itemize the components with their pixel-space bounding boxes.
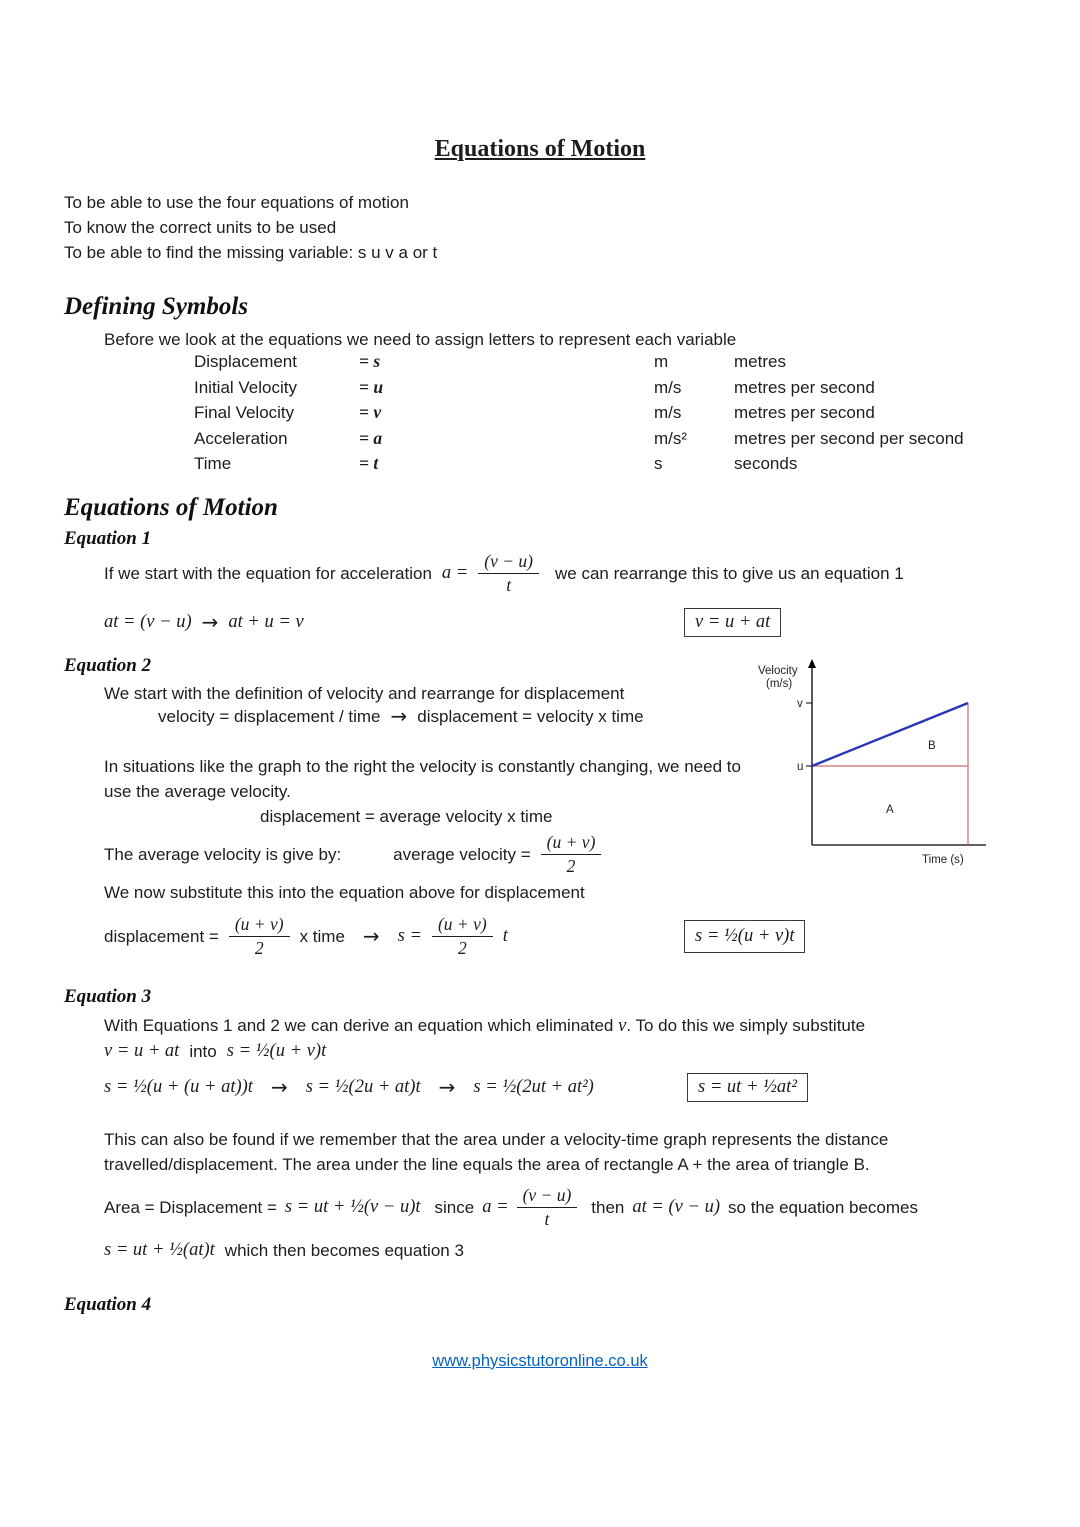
symbol-unit: m/s² [654, 428, 688, 448]
region-a-label: A [886, 804, 894, 816]
equation1-intro-row [104, 549, 904, 597]
objective-line: To be able to find the missing variable: s u v a or t [64, 243, 438, 262]
equation3-step1: s = ½(u + (u + at))t [104, 1076, 253, 1097]
v-variable: v [618, 1016, 627, 1036]
arrow-right-icon: → [201, 610, 219, 634]
denominator: t [506, 574, 512, 595]
x-time-label: x time [299, 926, 345, 946]
equation1-result-box: v = u + at [684, 608, 781, 637]
average-velocity-label: average velocity = [393, 844, 531, 864]
objective-line: To be able to use the four equations of motion [64, 193, 409, 212]
region-b-label: B [928, 740, 936, 752]
equation2-line2 [158, 704, 644, 729]
symbol-unit-name: metres per second [734, 377, 875, 397]
symbol-letter: = v [359, 402, 382, 422]
footer [0, 1352, 1080, 1371]
symbol-unit-name: seconds [734, 454, 798, 473]
y-axis-label: Velocity [758, 665, 798, 677]
s-equals: s = [397, 925, 422, 946]
fraction [478, 551, 539, 596]
symbol-unit: m/s [654, 403, 682, 422]
denominator: 2 [254, 937, 264, 958]
equations-of-motion-heading: Equations of Motion [64, 494, 278, 521]
arrow-right-icon: → [362, 923, 380, 948]
symbol-name: Initial Velocity [194, 377, 297, 397]
at-equation: at = (v − u) [632, 1196, 721, 1217]
displacement-label: displacement = [104, 926, 219, 946]
y-axis-unit-label: (m/s) [766, 678, 793, 690]
equation3-heading: Equation 3 [64, 986, 152, 1007]
symbol-letter: = u [359, 376, 384, 397]
equation3-para1-post: . To do this we simply substitute [626, 1016, 866, 1035]
area-equation: s = ut + ½(v − u)t [284, 1196, 421, 1217]
equation3-substitution-row [104, 1039, 326, 1064]
area-displacement-label: Area = Displacement = [104, 1197, 277, 1217]
symbol-letter: = s [359, 351, 381, 371]
y-axis-arrow-icon [808, 659, 816, 668]
equation2-paragraph: In situations like the graph to the right the velocity is constantly changing, we need to use the average velocity. [104, 757, 741, 801]
u-tick-label: u [797, 761, 804, 773]
arrow-right-icon: → [390, 704, 408, 728]
symbol-name: Final Velocity [194, 403, 295, 422]
numerator: (u + v) [541, 832, 602, 855]
fraction [432, 914, 493, 959]
since-label: since [434, 1197, 475, 1217]
symbol-unit-name: metres per second [734, 403, 875, 422]
velocity-definition: velocity = displacement / time [158, 707, 381, 726]
symbol-letter: = a [359, 427, 383, 448]
numerator: (v − u) [517, 1185, 578, 1208]
equation1-step1: at = (v − u) [104, 611, 192, 632]
equation1-step2: at + u = v [228, 611, 304, 632]
numerator: (u + v) [432, 914, 493, 937]
symbol-unit: m/s [654, 377, 682, 397]
numerator: (u + v) [229, 914, 290, 937]
velocity-time-graph [750, 656, 992, 879]
substitute-eq2: s = ½(u + v)t [226, 1041, 327, 1061]
symbol-name: Acceleration [194, 428, 288, 448]
equation2-heading: Equation 2 [64, 655, 152, 676]
equation4-heading: Equation 4 [64, 1294, 152, 1315]
substitute-eq1: v = u + at [104, 1041, 180, 1061]
symbol-name: Displacement [194, 352, 297, 371]
equation2-average-row [104, 830, 601, 878]
denominator: t [544, 1208, 550, 1229]
x-axis-label: Time (s) [922, 854, 964, 866]
t-variable: t [502, 925, 508, 946]
graph-canvas [750, 656, 992, 874]
symbol-unit-name: metres per second per second [734, 428, 964, 448]
equation3-derivation-row [104, 1068, 1004, 1106]
objective-line: To know the correct units to be used [64, 218, 337, 237]
equation3-para1-pre: With Equations 1 and 2 we can derive an equation which eliminated [104, 1016, 614, 1035]
into-label: into [189, 1042, 217, 1061]
objectives-block [64, 190, 437, 265]
equation1-derivation-row [104, 606, 984, 638]
denominator: 2 [457, 937, 467, 958]
footer-link[interactable]: www.physicstutoronline.co.uk [432, 1352, 648, 1370]
defining-symbols-heading: Defining Symbols [64, 293, 249, 320]
symbol-letter: = t [359, 453, 379, 473]
acceleration-lhs: a = [482, 1196, 509, 1217]
numerator: (v − u) [478, 551, 539, 574]
equation2-line5: We now substitute this into the equation above for displacement [104, 883, 585, 902]
fraction [517, 1185, 578, 1230]
acceleration-lhs: a = [441, 562, 469, 583]
equation2-result-box: s = ½(u + v)t [684, 920, 805, 953]
equation3-area-row [104, 1182, 918, 1232]
equation1-heading: Equation 1 [64, 528, 152, 549]
equation3-result-box: s = ut + ½at² [687, 1073, 808, 1102]
then-label: then [591, 1197, 625, 1217]
v-tick-label: v [797, 698, 803, 710]
equation3-para1 [104, 1013, 865, 1039]
symbol-name: Time [194, 454, 232, 473]
fraction [541, 832, 602, 877]
equation3-step3: s = ½(2ut + at²) [473, 1076, 594, 1097]
equation3-step2: s = ½(2u + at)t [305, 1076, 421, 1097]
fraction [229, 914, 290, 959]
arrow-right-icon: → [438, 1075, 456, 1099]
denominator: 2 [566, 855, 576, 876]
symbol-unit: m [654, 352, 669, 371]
equation2-line1: We start with the definition of velocity and rearrange for displacement [104, 684, 625, 703]
equation3-final-row [104, 1238, 464, 1263]
page-title: Equations of Motion [434, 136, 646, 162]
arrow-right-icon: → [270, 1075, 288, 1099]
so-equation-becomes-label: so the equation becomes [728, 1197, 918, 1217]
symbol-unit: s [654, 454, 663, 473]
equation1-intro-post: we can rearrange this to give us an equation 1 [555, 563, 904, 583]
equation2-line3: displacement = average velocity x time [260, 807, 553, 826]
symbol-unit-name: metres [734, 352, 786, 371]
equation3-final-equation: s = ut + ½(at)t [104, 1240, 215, 1260]
symbols-intro: Before we look at the equations we need to assign letters to represent each variable [104, 330, 737, 349]
symbols-table [194, 349, 964, 477]
average-velocity-intro: The average velocity is give by: [104, 844, 342, 864]
equation3-final-text: which then becomes equation 3 [224, 1241, 464, 1260]
displacement-definition: displacement = velocity x time [417, 707, 644, 726]
equation2-derivation-row [104, 908, 984, 964]
equation3-para2: This can also be found if we remember that the area under a velocity-time graph represents the distance travelled/displacement. The area under the line equals the area of rectangle A + the area of triangle B. [104, 1130, 889, 1174]
velocity-line [812, 703, 968, 766]
equation1-intro-pre: If we start with the equation for acceleration [104, 563, 432, 583]
